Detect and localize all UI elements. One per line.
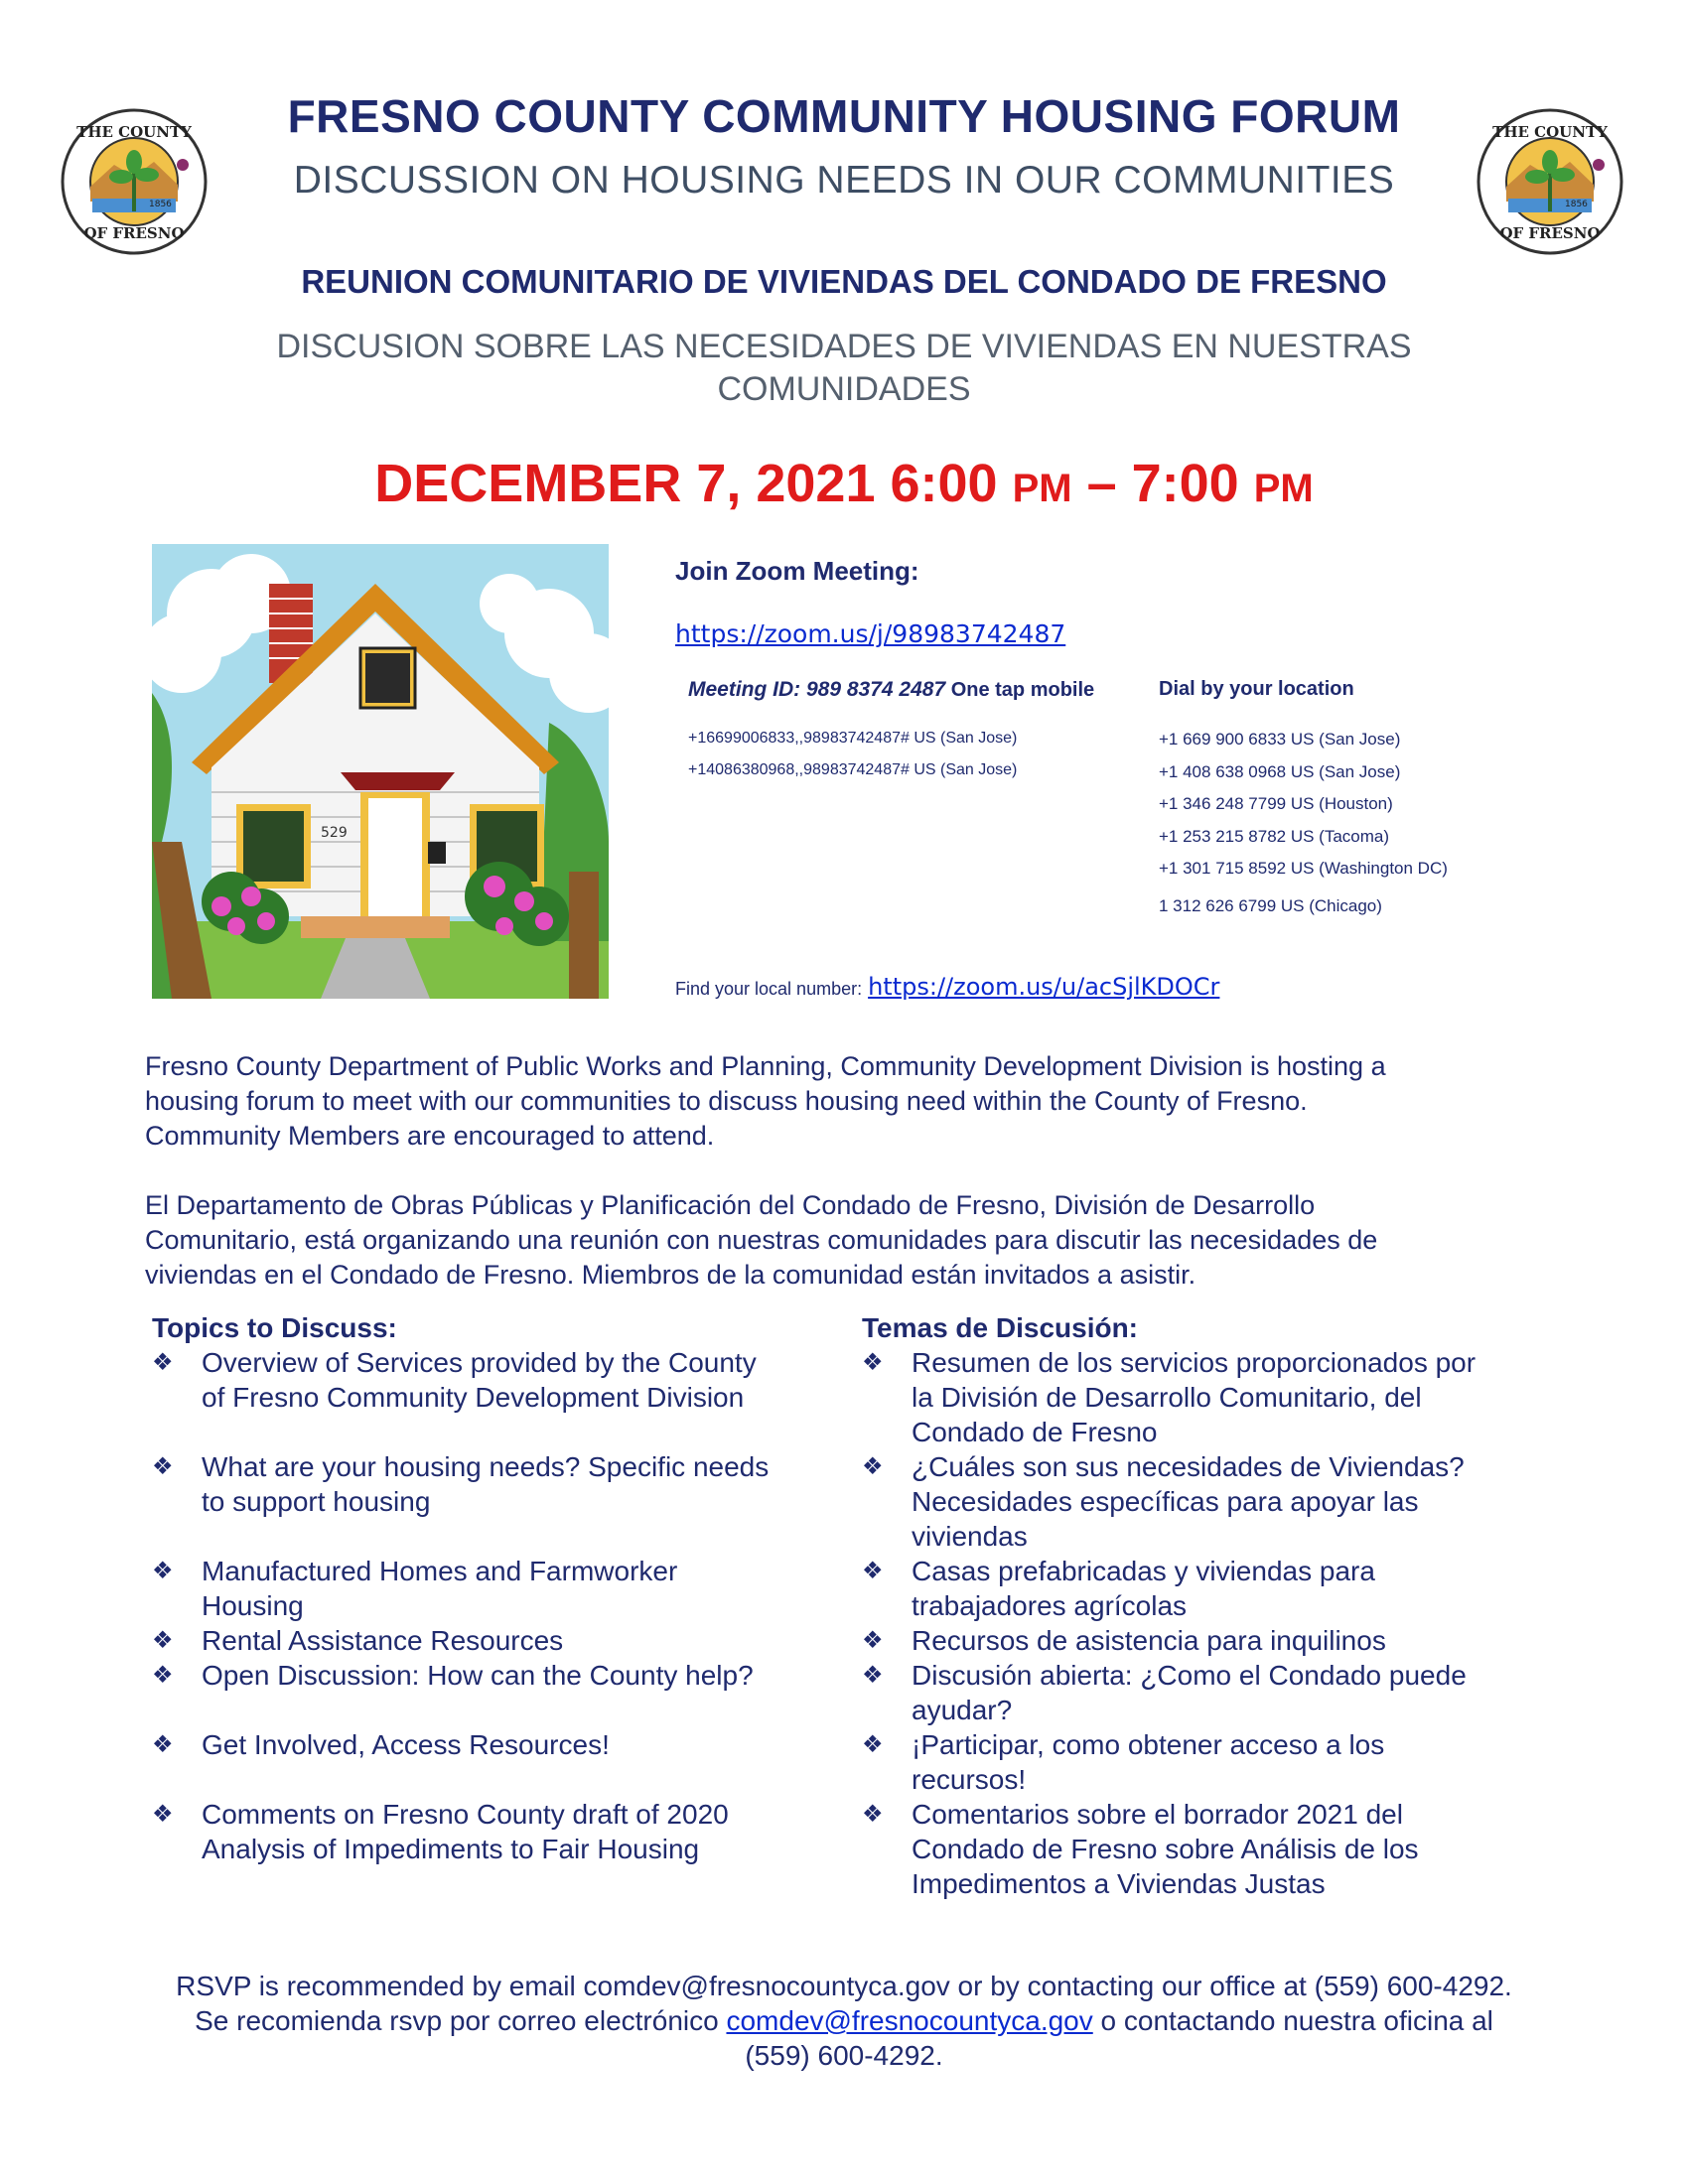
- dial-number: +1 408 638 0968 US (San Jose): [1159, 761, 1401, 781]
- seal-year: 1856: [1565, 200, 1588, 209]
- bullet-icon: ❖: [152, 1801, 174, 1828]
- dial-list: [1159, 730, 1448, 928]
- rsvp-email-link[interactable]: comdev@fresnocountyca.gov: [726, 2005, 1093, 2036]
- topics-english: [152, 1310, 847, 1864]
- list-item: ❖ ¡Participar, como obtener acceso a los recursos!: [862, 1729, 1385, 1795]
- list-item: ❖ Comentarios sobre el borrador 2021 del Condado de Fresno sobre Análisis de los Impedimentos a Viviendas Justas: [862, 1799, 1419, 1899]
- list-item: ❖ Recursos de asistencia para inquilinos: [862, 1625, 1386, 1656]
- list-item: ❖ What are your housing needs? Specific needs to support housing: [152, 1451, 770, 1517]
- bullet-icon: ❖: [862, 1349, 884, 1376]
- topics-spanish: [862, 1310, 1557, 1899]
- seal-top-text: THE COUNTY: [1492, 123, 1608, 141]
- meeting-id: [688, 678, 1115, 702]
- list-item: ❖ Overview of Services provided by the County of Fresno Community Development Division: [152, 1347, 757, 1413]
- bullet-icon: ❖: [862, 1453, 884, 1480]
- dial-number: +1 346 248 7799 US (Houston): [1159, 794, 1393, 813]
- list-item: ❖ ¿Cuáles son sus necesidades de Viviendas? Necesidades específicas para apoyar las viviendas: [862, 1451, 1465, 1552]
- house-number: 529: [321, 825, 348, 841]
- dial-number: +1 669 900 6833 US (San Jose): [1159, 730, 1401, 749]
- para-line: Comunitario, está organizando una reunión con nuestras comunidades para discutir las necesidades de: [145, 1225, 1378, 1255]
- bullet-icon: ❖: [862, 1731, 884, 1758]
- one-tap-list: [688, 730, 1017, 793]
- para-line: Fresno County Department of Public Works and Planning, Community Development Division is hosting a: [145, 1051, 1386, 1081]
- bullet-icon: ❖: [152, 1349, 174, 1376]
- seal-bottom-text: OF FRESNO: [1499, 224, 1601, 242]
- bullet-icon: ❖: [152, 1627, 174, 1654]
- list-item: ❖ Get Involved, Access Resources!: [152, 1729, 610, 1760]
- bullet-icon: ❖: [862, 1801, 884, 1828]
- bullet-icon: ❖: [862, 1558, 884, 1584]
- dial-number: +1 253 215 8782 US (Tacoma): [1159, 826, 1390, 846]
- subtitle-es-line2: COMUNIDADES: [717, 370, 971, 408]
- bullet-icon: ❖: [152, 1731, 174, 1758]
- list-item: ❖ Comments on Fresno County draft of 2020 Analysis of Impediments to Fair Housing: [152, 1799, 729, 1864]
- local-number-line: [675, 973, 1219, 1001]
- page-title-spanish: REUNION COMUNITARIO DE VIVIENDAS DEL CONDADO DE FRESNO: [301, 263, 1387, 300]
- subtitle-es-line1: DISCUSION SOBRE LAS NECESIDADES DE VIVIENDAS EN NUESTRAS: [276, 328, 1412, 365]
- rsvp-english: RSVP is recommended by email comdev@fresnocountyca.gov or by contacting our office at (559) 600-4292.: [176, 1971, 1512, 2001]
- list-item: ❖ Resumen de los servicios proporcionados por la División de Desarrollo Comunitario, del Condado de Fresno: [862, 1347, 1477, 1447]
- local-number-link[interactable]: https://zoom.us/u/acSjlKDOCr: [868, 973, 1220, 1001]
- bullet-icon: ❖: [152, 1558, 174, 1584]
- bullet-icon: ❖: [862, 1662, 884, 1689]
- list-item: ❖ Manufactured Homes and Farmworker Housing: [152, 1556, 678, 1621]
- page-subtitle-spanish: [149, 326, 1539, 411]
- list-item: ❖ Rental Assistance Resources: [152, 1625, 564, 1656]
- date-text: DECEMBER 7, 2021 6:00: [374, 454, 1013, 513]
- seal-year: 1856: [149, 200, 172, 209]
- dial-heading: Dial by your location: [1159, 678, 1354, 700]
- bullet-icon: ❖: [862, 1627, 884, 1654]
- zoom-heading: Join Zoom Meeting:: [675, 556, 919, 586]
- rsvp-phone: (559) 600-4292.: [745, 2040, 943, 2071]
- pm-label-end: PM: [1253, 467, 1314, 510]
- para-line: viviendas en el Condado de Fresno. Miembros de la comunidad están invitados a asistir.: [145, 1260, 1196, 1290]
- list-item: ❖ Casas prefabricadas y viviendas para trabajadores agrícolas: [862, 1556, 1375, 1621]
- rsvp-spanish-text: Se recomienda rsvp por correo electrónico: [195, 2005, 727, 2036]
- list-item: ❖ Open Discussion: How can the County help?: [152, 1660, 754, 1691]
- local-number-label: Find your local number:: [675, 979, 863, 999]
- house-illustration: [152, 544, 609, 999]
- rsvp-section: [0, 1969, 1688, 2073]
- one-tap-label: One tap mobile: [945, 679, 1095, 701]
- one-tap-number: +14086380968,,98983742487# US (San Jose): [688, 761, 1018, 778]
- zoom-meeting-link[interactable]: https://zoom.us/j/98983742487: [675, 619, 1066, 648]
- event-date: [0, 453, 1688, 514]
- list-item: ❖ Discusión abierta: ¿Como el Condado puede ayudar?: [862, 1660, 1467, 1725]
- page-title: FRESNO COUNTY COMMUNITY HOUSING FORUM: [287, 90, 1401, 142]
- meeting-id-text: Meeting ID: 989 8374 2487: [688, 678, 946, 701]
- page-subtitle: DISCUSSION ON HOUSING NEEDS IN OUR COMMUNITIES: [293, 159, 1395, 202]
- date-dash-time: – 7:00: [1071, 454, 1254, 513]
- bullet-icon: ❖: [152, 1662, 174, 1689]
- description-spanish: [145, 1188, 1575, 1293]
- seal-bottom-text: OF FRESNO: [83, 224, 185, 242]
- pm-label: PM: [1012, 467, 1072, 510]
- rsvp-spanish: [0, 2003, 1688, 2038]
- para-line: housing forum to meet with our communities to discuss housing need within the County of Fresno.: [145, 1086, 1308, 1116]
- dial-number: 1 312 626 6799 US (Chicago): [1159, 895, 1382, 915]
- topics-heading: Temas de Discusión:: [862, 1312, 1139, 1343]
- topics-heading: Topics to Discuss:: [152, 1312, 397, 1343]
- rsvp-spanish-text-end: o contactando nuestra oficina al: [1092, 2005, 1493, 2036]
- bullet-icon: ❖: [152, 1453, 174, 1480]
- seal-top-text: THE COUNTY: [76, 123, 192, 141]
- dial-number: +1 301 715 8592 US (Washington DC): [1159, 859, 1448, 878]
- description-english: [145, 1049, 1575, 1154]
- para-line: El Departamento de Obras Públicas y Planificación del Condado de Fresno, División de Desarrollo: [145, 1190, 1316, 1220]
- para-line: Community Members are encouraged to attend.: [145, 1121, 715, 1151]
- one-tap-number: +16699006833,,98983742487# US (San Jose): [688, 730, 1018, 747]
